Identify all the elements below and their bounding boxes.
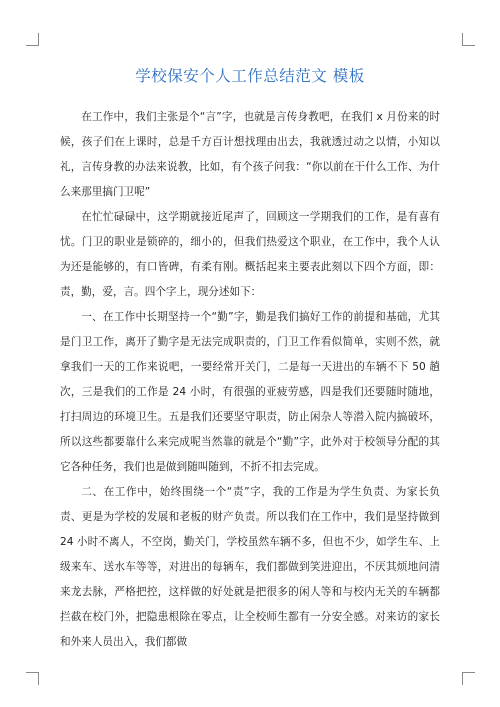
crop-mark-bottom-right: [462, 672, 475, 685]
document-body: [60, 105, 440, 655]
paragraph-2: 在忙忙碌碌中，这学期就接近尾声了，回顾这一学期我们的工作，是有喜有忧。门卫的职业是锁碎的，细小的，但我们热爱这个职业，在工作中，我个人认为还是能够的，有口皆碑，有柔有刚。概括起来主要表此刻以下四个方面，即：责，勤，爱，言。四个字上，现分述如下：: [60, 211, 440, 298]
crop-mark-bottom-left: [26, 672, 39, 685]
paragraph-1: 在工作中，我们主张是个“言”字，也就是言传身教吧，在我们 x 月份来的时候，孩子们在上课时，总是千方百计想找理由出去，我就透过动之以情，小知以礼，言传身教的办法来说教，比如，有个孩子问我：“你以前在干什么工作、为什么来那里搞门卫呢”: [60, 111, 440, 198]
paragraph-4: 二、在工作中，始终围绕一个“责”字，我的工作是为学生负责、为家长负责、更是为学校的发展和老板的财产负责。所以我们在工作中，我们是坚持做到 24 小时不离人，不空岗，勤关门，学校虽然车辆不多，但也不少，如学生车、上级来车、送水车等等，对进出的每辆车，我们都做到笑进迎出，不厌其烦地问清来龙去脉，严格把控，这样做的好处就是把很多的闲人等和与校内无关的车辆都拦截在校门外，把隐患根除在零点，让全校师生都有一分安全感。对来访的家长和外来人员出入，我们都做: [60, 486, 440, 648]
crop-mark-top-right: [462, 33, 475, 46]
paragraph-3: 一、在工作中长期坚持一个“勤”字，勤是我们搞好工作的前提和基础，尤其是门卫工作，离开了勤字是无法完成职责的，门卫工作看似简单，实则不然，就拿我们一天的工作来说吧，一要经常开关门，二是每一天进出的车辆不下 50 趟次，三是我们的工作是 24 小时，有很强的亚疲劳感，四是我们还要随时随地，打扫周边的环境卫生。五是我们还要坚守职责，防止闲杂人等潜入院内搞破坏，所以这些都要靠什么来完成呢当然靠的就是个“勤”字，此外对于校领导分配的其它各种任务，我们也是做到随叫随到，不折不扣去完成。: [60, 311, 440, 473]
document-title: 学校保安个人工作总结范文 模板: [135, 67, 365, 85]
crop-mark-top-left: [26, 33, 39, 46]
